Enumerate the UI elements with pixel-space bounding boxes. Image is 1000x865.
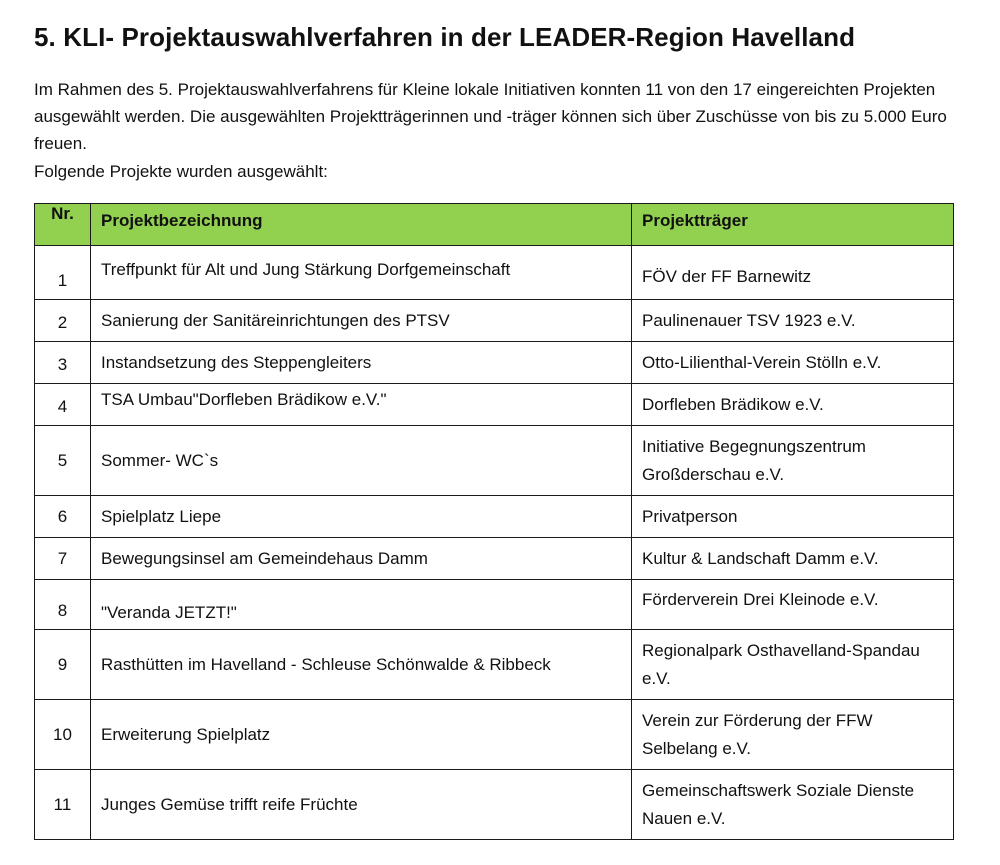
row-org: Verein zur Förderung der FFW Selbelang e.V. — [632, 700, 954, 770]
row-title: Treffpunkt für Alt und Jung Stärkung Dorfgemeinschaft — [91, 246, 632, 300]
table-row — [35, 300, 954, 342]
table-row — [35, 426, 954, 496]
row-title: "Veranda JETZT!" — [91, 580, 632, 630]
row-title: TSA Umbau"Dorfleben Brädikow e.V." — [91, 384, 632, 426]
row-title: Erweiterung Spielplatz — [91, 700, 632, 770]
projects-table — [34, 203, 954, 840]
row-title: Sanierung der Sanitäreinrichtungen des PTSV — [91, 300, 632, 342]
header-org: Projektträger — [632, 204, 954, 246]
header-nr: Nr. — [35, 204, 91, 246]
row-nr: 3 — [35, 342, 91, 384]
row-nr: 8 — [35, 580, 91, 630]
row-nr: 2 — [35, 300, 91, 342]
row-org: Kultur & Landschaft Damm e.V. — [632, 538, 954, 580]
row-title: Junges Gemüse trifft reife Früchte — [91, 770, 632, 840]
row-nr: 1 — [35, 246, 91, 300]
table-row — [35, 770, 954, 840]
table-row — [35, 496, 954, 538]
document — [34, 20, 964, 828]
row-title: Rasthütten im Havelland - Schleuse Schönwalde & Ribbeck — [91, 630, 632, 700]
table-row — [35, 630, 954, 700]
row-org: Privatperson — [632, 496, 954, 538]
table-header-row — [35, 204, 954, 246]
row-nr: 5 — [35, 426, 91, 496]
row-nr: 7 — [35, 538, 91, 580]
row-org: Initiative Begegnungszentrum Großderschau e.V. — [632, 426, 954, 496]
row-nr: 9 — [35, 630, 91, 700]
row-org: Regionalpark Osthavelland-Spandau e.V. — [632, 630, 954, 700]
row-org: Paulinenauer TSV 1923 e.V. — [632, 300, 954, 342]
table-row — [35, 580, 954, 630]
header-title: Projektbezeichnung — [91, 204, 632, 246]
row-title: Bewegungsinsel am Gemeindehaus Damm — [91, 538, 632, 580]
table-row — [35, 342, 954, 384]
table-row — [35, 384, 954, 426]
intro-paragraph: Im Rahmen des 5. Projektauswahlverfahrens für Kleine lokale Initiativen konnten 11 von den 17 eingereichten Projekten ausgewählt werden. Die ausgewählten Projektträgerinnen und -träger können sich über Zuschüsse von bis zu 5.000 Euro freuen. — [34, 80, 947, 153]
table-row — [35, 246, 954, 300]
row-org: Förderverein Drei Kleinode e.V. — [632, 580, 954, 630]
lead-text: Folgende Projekte wurden ausgewählt: — [34, 162, 328, 181]
table-row — [35, 700, 954, 770]
row-nr: 4 — [35, 384, 91, 426]
row-title: Instandsetzung des Steppengleiters — [91, 342, 632, 384]
row-nr: 11 — [35, 770, 91, 840]
page-title: 5. KLI- Projektauswahlverfahren in der LEADER-Region Havelland — [34, 22, 856, 52]
row-nr: 10 — [35, 700, 91, 770]
row-org: FÖV der FF Barnewitz — [632, 246, 954, 300]
row-org: Otto-Lilienthal-Verein Stölln e.V. — [632, 342, 954, 384]
table-row — [35, 538, 954, 580]
row-org: Gemeinschaftswerk Soziale Dienste Nauen e.V. — [632, 770, 954, 840]
row-org: Dorfleben Brädikow e.V. — [632, 384, 954, 426]
row-title: Spielplatz Liepe — [91, 496, 632, 538]
row-nr: 6 — [35, 496, 91, 538]
row-title: Sommer- WC`s — [91, 426, 632, 496]
